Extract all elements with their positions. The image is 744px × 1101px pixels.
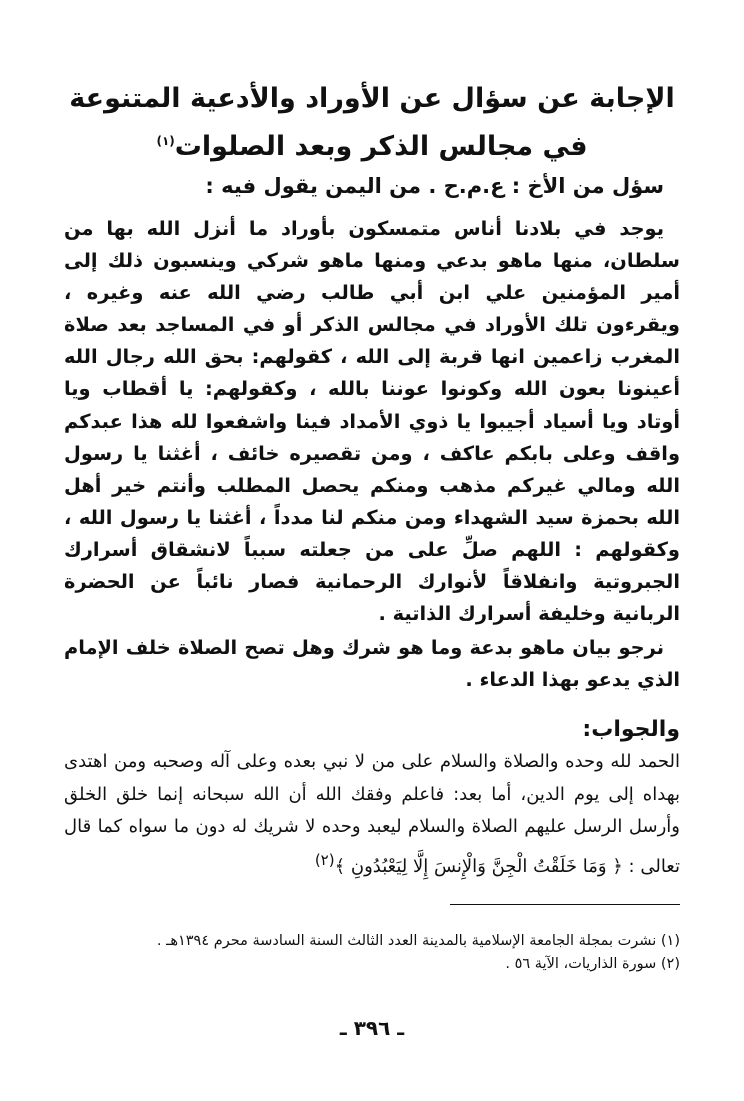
footnotes xyxy=(64,930,680,976)
footnote-marker-1: (١) xyxy=(156,134,175,148)
quran-verse: ﴿ وَمَا خَلَقْتُ الْجِنَّ وَالْإِنسَ إِلَّا لِيَعْبُدُونِ ﴾ xyxy=(334,855,623,877)
question-request: نرجو بيان ماهو بدعة وما هو شرك وهل تصح الصلاة خلف الإمام الذي يدعو بهذا الدعاء . xyxy=(64,636,680,692)
footnote-1: (١) نشرت بمجلة الجامعة الإسلامية بالمدينة العدد الثالث السنة السادسة محرم ١٣٩٤هـ . xyxy=(156,933,680,949)
footnote-divider xyxy=(450,904,680,905)
question-paragraph: يوجد في بلادنا أناس متمسكون بأوراد ما أنزل الله بها من سلطان، منها ماهو بدعي ومنها ماهو شركي وينسبون ذلك إلى أمير المؤمنين علي ابن أبي طالب رضي الله عنه وغيره ، ويقرءون تلك الأوراد في مجالس الذكر أو في المساجد بعد صلاة المغرب زاعمين انها قربة إلى الله ، كقولهم: بحق الله رجال الله أعينونا بعون الله وكونوا عوننا بالله ، وكقولهم: يا أقطاب ويا أوتاد ويا أسياد أجيبوا يا ذوي الأمداد فينا واشفعوا لله هذا عبدكم واقف وعلى بابكم عاكف ، ومن تقصيره خائف ، أغثنا يا رسول الله ومالي غيركم مذهب ومنكم يحصل المطلب وأنتم خير أهل الله بحمزة سيد الشهداء ومن منكم لنا مدداً ، أغثنا يا رسول الله ، وكقولهم : اللهم صلِّ على من جعلته سبباً لانشقاق أسرارك الجبروتية وانفلاقاً لأنوارك الرحمانية فصار نائباً عن الحضرة الربانية وخليفة أسرارك الذاتية . xyxy=(64,217,680,626)
question-intro: سؤل من الأخ : ع.م.ح . من اليمن يقول فيه : xyxy=(205,174,664,198)
question-body xyxy=(64,213,680,696)
title-line-2 xyxy=(60,120,684,168)
answer-paragraph xyxy=(64,746,680,883)
footnote-2: (٢) سورة الذاريات، الآية ٥٦ . xyxy=(505,956,680,972)
title-line-2-text: في مجالس الذكر وبعد الصلوات xyxy=(174,131,588,162)
page-title xyxy=(60,78,684,168)
footnote-marker-2: (٢) xyxy=(314,850,335,869)
answer-body xyxy=(64,746,680,883)
page-number: ـ ٣٩٦ ـ xyxy=(339,1016,405,1040)
answer-heading: والجواب: xyxy=(582,717,680,742)
title-line-1: الإجابة عن سؤال عن الأوراد والأدعية المتنوعة xyxy=(69,83,675,114)
answer-text: الحمد لله وحده والصلاة والسلام على من لا نبي بعده وعلى آله وصحبه ومن اهتدى بهداه إلى يوم الدين، أما بعد: فاعلم وفقك الله أن الله سبحانه إنما خلق الخلق وأرسل الرسل عليهم الصلاة والسلام ليعبد وحده لا شريك له دون ما سواه كما قال تعالى : xyxy=(64,751,680,877)
